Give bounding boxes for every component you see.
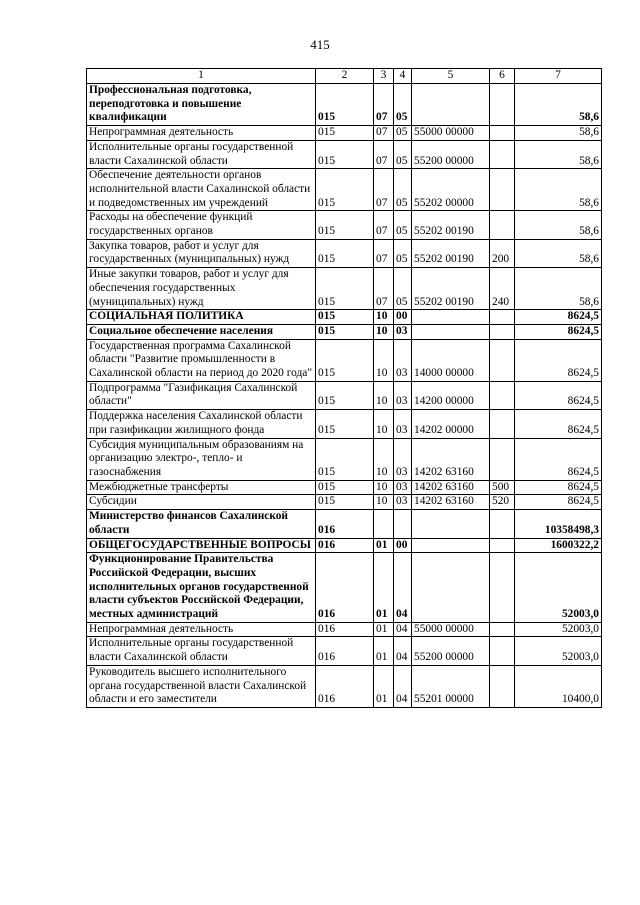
expense-type-code xyxy=(490,637,515,665)
ministry-code: 015 xyxy=(316,211,374,239)
section-code: 07 xyxy=(374,126,394,141)
section-code: 10 xyxy=(374,495,394,510)
subsection-code: 04 xyxy=(394,553,412,623)
table-row xyxy=(87,637,602,665)
item-name: Межбюджетные трансферты xyxy=(87,480,316,495)
expense-type-code xyxy=(490,538,515,553)
expense-type-code xyxy=(490,324,515,339)
expense-type-code xyxy=(490,310,515,325)
amount: 58,6 xyxy=(515,268,602,310)
expense-type-code xyxy=(490,510,515,538)
item-name: ОБЩЕГОСУДАРСТВЕННЫЕ ВОПРОСЫ xyxy=(87,538,316,553)
target-article-code: 55202 00000 xyxy=(412,169,490,211)
item-name: Непрограммная деятельность xyxy=(87,622,316,637)
table-row xyxy=(87,239,602,267)
item-name: СОЦИАЛЬНАЯ ПОЛИТИКА xyxy=(87,310,316,325)
section-code: 07 xyxy=(374,268,394,310)
expense-type-code: 520 xyxy=(490,495,515,510)
amount: 8624,5 xyxy=(515,438,602,480)
ministry-code: 015 xyxy=(316,169,374,211)
ministry-code: 016 xyxy=(316,622,374,637)
item-name: Субсидии xyxy=(87,495,316,510)
expense-type-code xyxy=(490,622,515,637)
table-row xyxy=(87,381,602,409)
target-article-code: 14202 00000 xyxy=(412,410,490,438)
column-number: 2 xyxy=(316,69,374,84)
amount: 58,6 xyxy=(515,169,602,211)
column-number: 5 xyxy=(412,69,490,84)
ministry-code: 016 xyxy=(316,510,374,538)
column-number: 4 xyxy=(394,69,412,84)
item-name: Непрограммная деятельность xyxy=(87,126,316,141)
item-name: Исполнительные органы государственной власти Сахалинской области xyxy=(87,637,316,665)
target-article-code xyxy=(412,553,490,623)
amount: 8624,5 xyxy=(515,381,602,409)
target-article-code: 55200 00000 xyxy=(412,637,490,665)
item-name: Руководитель высшего исполнительного органа государственной власти Сахалинской области и его заместители xyxy=(87,665,316,707)
column-number: 7 xyxy=(515,69,602,84)
table-row xyxy=(87,211,602,239)
subsection-code: 00 xyxy=(394,310,412,325)
subsection-code: 05 xyxy=(394,140,412,168)
section-code: 01 xyxy=(374,665,394,707)
subsection-code: 03 xyxy=(394,339,412,381)
table-row xyxy=(87,310,602,325)
amount: 10358498,3 xyxy=(515,510,602,538)
subsection-code: 05 xyxy=(394,84,412,126)
amount: 58,6 xyxy=(515,211,602,239)
target-article-code: 55201 00000 xyxy=(412,665,490,707)
item-name: Функционирование Правительства Российской Федерации, высших исполнительных органов государственной власти субъектов Российской Федерации, местных администраций xyxy=(87,553,316,623)
subsection-code xyxy=(394,510,412,538)
target-article-code xyxy=(412,324,490,339)
expense-type-code xyxy=(490,126,515,141)
expense-type-code: 200 xyxy=(490,239,515,267)
ministry-code: 016 xyxy=(316,538,374,553)
item-name: Социальное обеспечение населения xyxy=(87,324,316,339)
ministry-code: 015 xyxy=(316,381,374,409)
item-name: Профессиональная подготовка, переподготовка и повышение квалификации xyxy=(87,84,316,126)
ministry-code: 016 xyxy=(316,553,374,623)
subsection-code: 03 xyxy=(394,410,412,438)
item-name: Субсидия муниципальным образованиям на организацию электро-, тепло- и газоснабжения xyxy=(87,438,316,480)
ministry-code: 016 xyxy=(316,665,374,707)
subsection-code: 05 xyxy=(394,239,412,267)
expense-type-code xyxy=(490,553,515,623)
target-article-code xyxy=(412,538,490,553)
item-name: Обеспечение деятельности органов исполнительной власти Сахалинской области и подведомственных им учреждений xyxy=(87,169,316,211)
subsection-code: 03 xyxy=(394,324,412,339)
table-row xyxy=(87,140,602,168)
target-article-code: 14200 00000 xyxy=(412,381,490,409)
subsection-code: 05 xyxy=(394,268,412,310)
table-row xyxy=(87,438,602,480)
expense-type-code xyxy=(490,665,515,707)
section-code: 10 xyxy=(374,324,394,339)
table-row xyxy=(87,495,602,510)
section-code: 10 xyxy=(374,381,394,409)
target-article-code: 55202 00190 xyxy=(412,268,490,310)
ministry-code: 015 xyxy=(316,239,374,267)
section-code: 07 xyxy=(374,84,394,126)
item-name: Иные закупки товаров, работ и услуг для обеспечения государственных (муниципальных) нужд xyxy=(87,268,316,310)
section-code: 07 xyxy=(374,169,394,211)
ministry-code: 015 xyxy=(316,310,374,325)
ministry-code: 015 xyxy=(316,339,374,381)
column-number: 6 xyxy=(490,69,515,84)
amount: 8624,5 xyxy=(515,324,602,339)
amount: 58,6 xyxy=(515,140,602,168)
section-code: 10 xyxy=(374,438,394,480)
subsection-code: 04 xyxy=(394,665,412,707)
table-row xyxy=(87,169,602,211)
table-row xyxy=(87,665,602,707)
amount: 58,6 xyxy=(515,239,602,267)
amount: 8624,5 xyxy=(515,410,602,438)
expense-type-code xyxy=(490,381,515,409)
amount: 52003,0 xyxy=(515,553,602,623)
target-article-code: 55202 00190 xyxy=(412,211,490,239)
amount: 8624,5 xyxy=(515,480,602,495)
budget-table xyxy=(86,68,602,708)
item-name: Поддержка населения Сахалинской области при газификации жилищного фонда xyxy=(87,410,316,438)
ministry-code: 016 xyxy=(316,637,374,665)
subsection-code: 03 xyxy=(394,381,412,409)
section-code: 10 xyxy=(374,410,394,438)
section-code: 10 xyxy=(374,310,394,325)
amount: 52003,0 xyxy=(515,637,602,665)
item-name: Министерство финансов Сахалинской области xyxy=(87,510,316,538)
ministry-code: 015 xyxy=(316,495,374,510)
column-number: 3 xyxy=(374,69,394,84)
ministry-code: 015 xyxy=(316,438,374,480)
subsection-code: 04 xyxy=(394,622,412,637)
table-row xyxy=(87,480,602,495)
target-article-code: 55202 00190 xyxy=(412,239,490,267)
ministry-code: 015 xyxy=(316,126,374,141)
target-article-code: 14202 63160 xyxy=(412,480,490,495)
table-row xyxy=(87,538,602,553)
section-code: 10 xyxy=(374,339,394,381)
expense-type-code: 500 xyxy=(490,480,515,495)
expense-type-code: 240 xyxy=(490,268,515,310)
table-row xyxy=(87,268,602,310)
section-code: 01 xyxy=(374,553,394,623)
item-name: Расходы на обеспечение функций государственных органов xyxy=(87,211,316,239)
expense-type-code xyxy=(490,438,515,480)
target-article-code: 14202 63160 xyxy=(412,495,490,510)
item-name: Исполнительные органы государственной власти Сахалинской области xyxy=(87,140,316,168)
item-name: Подпрограмма "Газификация Сахалинской области" xyxy=(87,381,316,409)
target-article-code xyxy=(412,84,490,126)
amount: 8624,5 xyxy=(515,310,602,325)
subsection-code: 05 xyxy=(394,211,412,239)
amount: 58,6 xyxy=(515,84,602,126)
table-row xyxy=(87,324,602,339)
target-article-code xyxy=(412,510,490,538)
table-row xyxy=(87,553,602,623)
target-article-code: 55200 00000 xyxy=(412,140,490,168)
table-row xyxy=(87,126,602,141)
target-article-code: 14000 00000 xyxy=(412,339,490,381)
column-number-row xyxy=(87,69,602,84)
expense-type-code xyxy=(490,339,515,381)
ministry-code: 015 xyxy=(316,410,374,438)
expense-type-code xyxy=(490,84,515,126)
amount: 8624,5 xyxy=(515,495,602,510)
subsection-code: 04 xyxy=(394,637,412,665)
target-article-code: 55000 00000 xyxy=(412,126,490,141)
amount: 8624,5 xyxy=(515,339,602,381)
table-row xyxy=(87,410,602,438)
table-row xyxy=(87,622,602,637)
column-number: 1 xyxy=(87,69,316,84)
item-name: Государственная программа Сахалинской области "Развитие промышленности в Сахалинской области на период до 2020 года" xyxy=(87,339,316,381)
expense-type-code xyxy=(490,211,515,239)
ministry-code: 015 xyxy=(316,140,374,168)
subsection-code: 03 xyxy=(394,438,412,480)
table-row xyxy=(87,510,602,538)
ministry-code: 015 xyxy=(316,480,374,495)
subsection-code: 05 xyxy=(394,169,412,211)
section-code: 07 xyxy=(374,239,394,267)
section-code: 01 xyxy=(374,622,394,637)
amount: 1600322,2 xyxy=(515,538,602,553)
subsection-code: 03 xyxy=(394,495,412,510)
target-article-code: 55000 00000 xyxy=(412,622,490,637)
subsection-code: 00 xyxy=(394,538,412,553)
expense-type-code xyxy=(490,410,515,438)
item-name: Закупка товаров, работ и услуг для государственных (муниципальных) нужд xyxy=(87,239,316,267)
section-code: 10 xyxy=(374,480,394,495)
expense-type-code xyxy=(490,140,515,168)
page-number: 415 xyxy=(310,37,330,52)
table-body xyxy=(87,84,602,708)
subsection-code: 05 xyxy=(394,126,412,141)
section-code: 01 xyxy=(374,637,394,665)
expense-type-code xyxy=(490,169,515,211)
target-article-code: 14202 63160 xyxy=(412,438,490,480)
section-code: 07 xyxy=(374,211,394,239)
amount: 52003,0 xyxy=(515,622,602,637)
subsection-code: 03 xyxy=(394,480,412,495)
table-row xyxy=(87,339,602,381)
section-code: 07 xyxy=(374,140,394,168)
section-code xyxy=(374,510,394,538)
table-row xyxy=(87,84,602,126)
ministry-code: 015 xyxy=(316,268,374,310)
ministry-code: 015 xyxy=(316,84,374,126)
amount: 10400,0 xyxy=(515,665,602,707)
ministry-code: 015 xyxy=(316,324,374,339)
amount: 58,6 xyxy=(515,126,602,141)
target-article-code xyxy=(412,310,490,325)
section-code: 01 xyxy=(374,538,394,553)
